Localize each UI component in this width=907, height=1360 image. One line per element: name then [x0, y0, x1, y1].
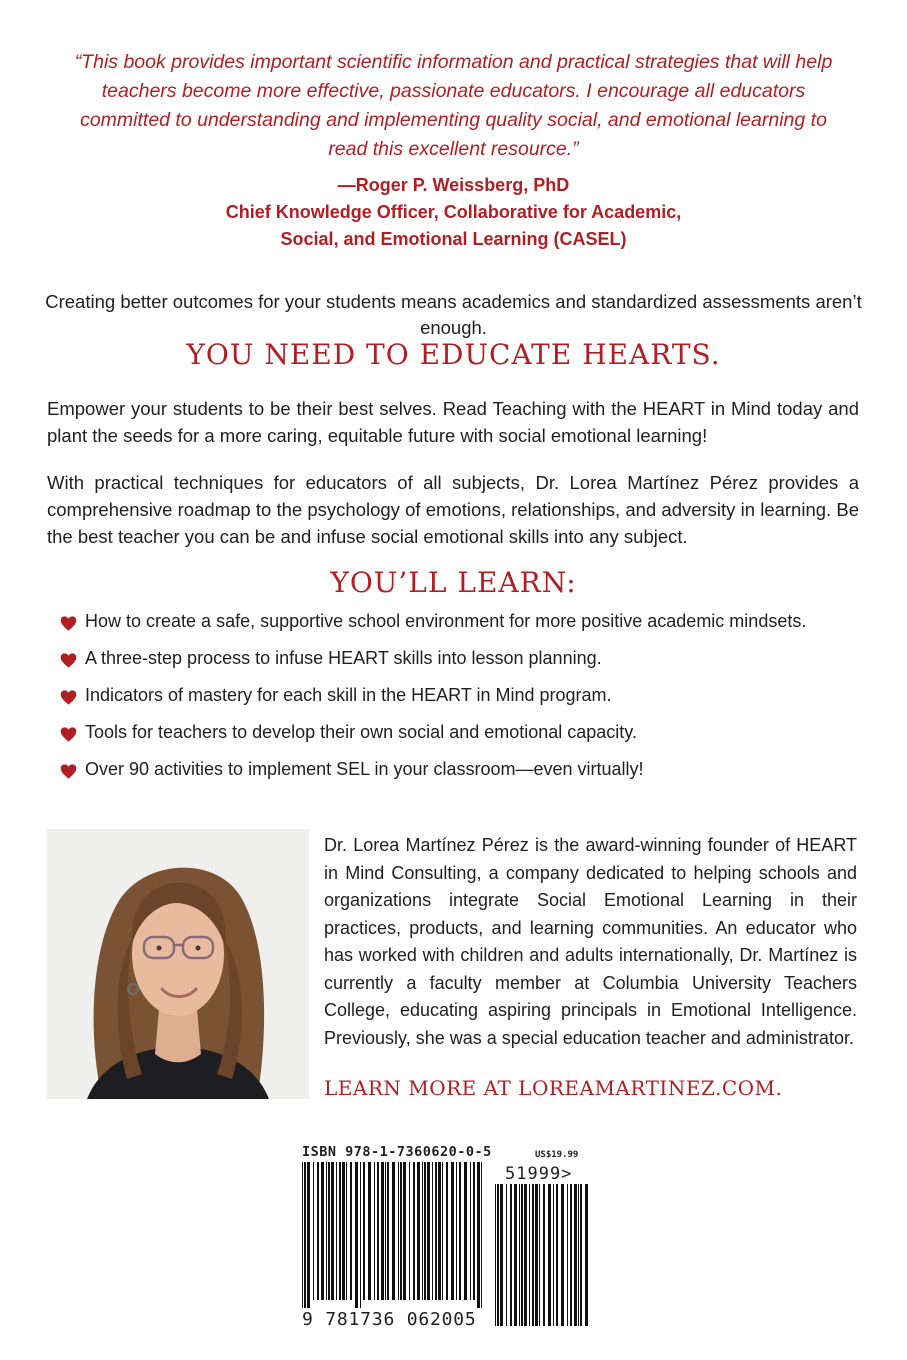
barcode-bar	[470, 1162, 471, 1300]
barcode-bar	[427, 1162, 430, 1300]
barcode-bar	[535, 1184, 538, 1326]
heart-icon	[60, 763, 77, 780]
list-item	[60, 722, 860, 759]
barcode-bar	[570, 1184, 572, 1326]
barcode-bar	[331, 1162, 334, 1300]
barcode-bar	[495, 1184, 496, 1326]
barcode-bar	[567, 1184, 568, 1326]
barcode-bar	[317, 1162, 319, 1300]
barcode-bar	[398, 1162, 399, 1300]
barcode-bar	[342, 1162, 345, 1300]
list-item-text: A three-step process to infuse HEART skills into lesson planning.	[85, 648, 602, 668]
endorsement-attribution	[60, 172, 847, 253]
barcode-bar	[374, 1162, 375, 1300]
price-text: US$19.99	[535, 1150, 579, 1160]
list-item-text: How to create a safe, supportive school environment for more positive academic mindsets.	[85, 611, 807, 631]
heading-educate-hearts: YOU NEED TO EDUCATE HEARTS.	[186, 338, 721, 371]
barcode-bar	[464, 1162, 467, 1300]
heart-icon	[60, 615, 77, 632]
barcode-bar	[532, 1184, 534, 1326]
heart-icon	[60, 689, 77, 706]
barcode-bar	[574, 1184, 577, 1326]
list-item	[60, 685, 860, 722]
barcode-bar	[442, 1162, 443, 1300]
barcode-bar	[381, 1162, 384, 1300]
barcode-bar	[363, 1162, 365, 1300]
barcode-bar	[543, 1184, 545, 1326]
barcode-bar	[417, 1162, 420, 1300]
barcode-bar	[302, 1162, 303, 1308]
isbn-text: ISBN 978-1-7360620-0-5	[302, 1144, 492, 1160]
intro-text: Creating better outcomes for your students means academics and standardized assessments aren’t enough.	[45, 291, 862, 338]
barcode-bar	[529, 1184, 530, 1326]
barcode-bar	[556, 1184, 558, 1326]
barcode-bar	[413, 1162, 415, 1300]
barcode-bar	[548, 1184, 551, 1326]
heading-youll-learn: YOU’LL LEARN:	[330, 566, 577, 599]
barcode-bar	[304, 1162, 306, 1308]
barcode-bar	[326, 1162, 327, 1300]
barcode-bar	[521, 1184, 523, 1326]
barcode-bar	[446, 1162, 448, 1300]
isbn-barcode	[300, 1162, 485, 1308]
list-item	[60, 648, 860, 685]
barcode-bar	[539, 1184, 540, 1326]
barcode-bar	[400, 1162, 402, 1300]
barcode-bar	[580, 1184, 582, 1326]
barcode-bar	[500, 1184, 503, 1326]
barcode-bar	[432, 1162, 433, 1300]
barcode-bar	[435, 1162, 437, 1300]
barcode-bar	[377, 1162, 379, 1300]
endorser-name: —Roger P. Weissberg, PhD	[337, 175, 570, 195]
list-item-text: Over 90 activities to implement SEL in your classroom—even virtually!	[85, 759, 644, 779]
barcode-bar	[510, 1184, 512, 1326]
barcode-bar	[392, 1162, 395, 1300]
barcode-bar	[409, 1162, 410, 1300]
barcode-bar	[438, 1162, 441, 1300]
endorsement-quote: “This book provides important scientific information and practical strategies that will help teachers become more effective, passionate educators. I encourage all educators committed to understanding and implementing quality social, and emotional learning to read this excellent resource.”	[74, 51, 833, 160]
barcode-bar	[578, 1184, 579, 1326]
barcode-bar	[328, 1162, 330, 1300]
learn-list	[60, 611, 860, 796]
barcode-bar	[339, 1162, 341, 1300]
paragraph-empower: Empower your students to be their best selves. Read Teaching with the HEART in Mind today and plant the seeds for a more caring, equitable future with social emotional learning!	[47, 398, 859, 446]
barcode-bar	[346, 1162, 347, 1300]
price-barcode	[493, 1184, 593, 1334]
list-item	[60, 759, 860, 796]
barcode-bar	[313, 1162, 314, 1300]
barcode-bar	[481, 1162, 482, 1308]
barcode-bar	[524, 1184, 527, 1326]
barcode-number: 9 781736 062005	[302, 1309, 477, 1330]
list-item-text: Tools for teachers to develop their own social and emotional capacity.	[85, 722, 637, 742]
barcode-bar	[307, 1162, 310, 1308]
barcode-bar	[473, 1162, 475, 1300]
barcode-bar	[519, 1184, 520, 1326]
endorser-title-line2: Social, and Emotional Learning (CASEL)	[280, 229, 627, 249]
barcode-bar	[514, 1184, 517, 1326]
barcode-bar	[422, 1162, 423, 1300]
author-photo	[47, 829, 309, 1099]
paragraph-techniques: With practical techniques for educators of all subjects, Dr. Lorea Martínez Pérez provides a comprehensive roadmap to the psychology of emotions, relationships, and adversity in learning. Be the best teacher you can be and infuse social emotional skills into any subject.	[47, 472, 859, 547]
barcode-bar	[497, 1184, 499, 1326]
barcode-bar	[456, 1162, 457, 1300]
barcode-bar	[387, 1162, 389, 1300]
barcode-bar	[459, 1162, 461, 1300]
barcode-bar	[424, 1162, 426, 1300]
learn-more-link[interactable]: LEARN MORE AT LOREAMARTINEZ.COM.	[324, 1076, 783, 1100]
list-item-text: Indicators of mastery for each skill in the HEART in Mind program.	[85, 685, 612, 705]
endorser-title-line1: Chief Knowledge Officer, Collaborative for Academic,	[225, 202, 682, 222]
barcode-bar	[561, 1184, 564, 1326]
barcode-bar	[385, 1162, 386, 1300]
barcode-bar	[477, 1162, 480, 1308]
barcode-bar	[360, 1162, 361, 1308]
barcode-bar	[321, 1162, 324, 1300]
barcode-bar	[350, 1162, 352, 1300]
list-item	[60, 611, 860, 648]
barcode-bar	[553, 1184, 554, 1326]
barcode-bar	[451, 1162, 454, 1300]
barcode-bar	[585, 1184, 588, 1326]
heart-icon	[60, 726, 77, 743]
barcode-bar	[336, 1162, 337, 1300]
barcode-bar	[506, 1184, 507, 1326]
barcode-bar	[355, 1162, 358, 1308]
barcode-bar	[368, 1162, 371, 1300]
author-bio: Dr. Lorea Martínez Pérez is the award-winning founder of HEART in Mind Consulting, a company dedicated to helping schools and organizations integrate Social Emotional Learning in their practices, products, and learning communities. An educator who has worked with children and adults internationally, Dr. Martínez is currently a faculty member at Columbia University Teachers College, educating aspiring principals in Emotional Intelligence. Previously, she was a special education teacher and administrator.	[324, 835, 857, 1048]
barcode-bar	[403, 1162, 406, 1300]
heart-icon	[60, 652, 77, 669]
addon-number: 51999>	[505, 1164, 573, 1184]
